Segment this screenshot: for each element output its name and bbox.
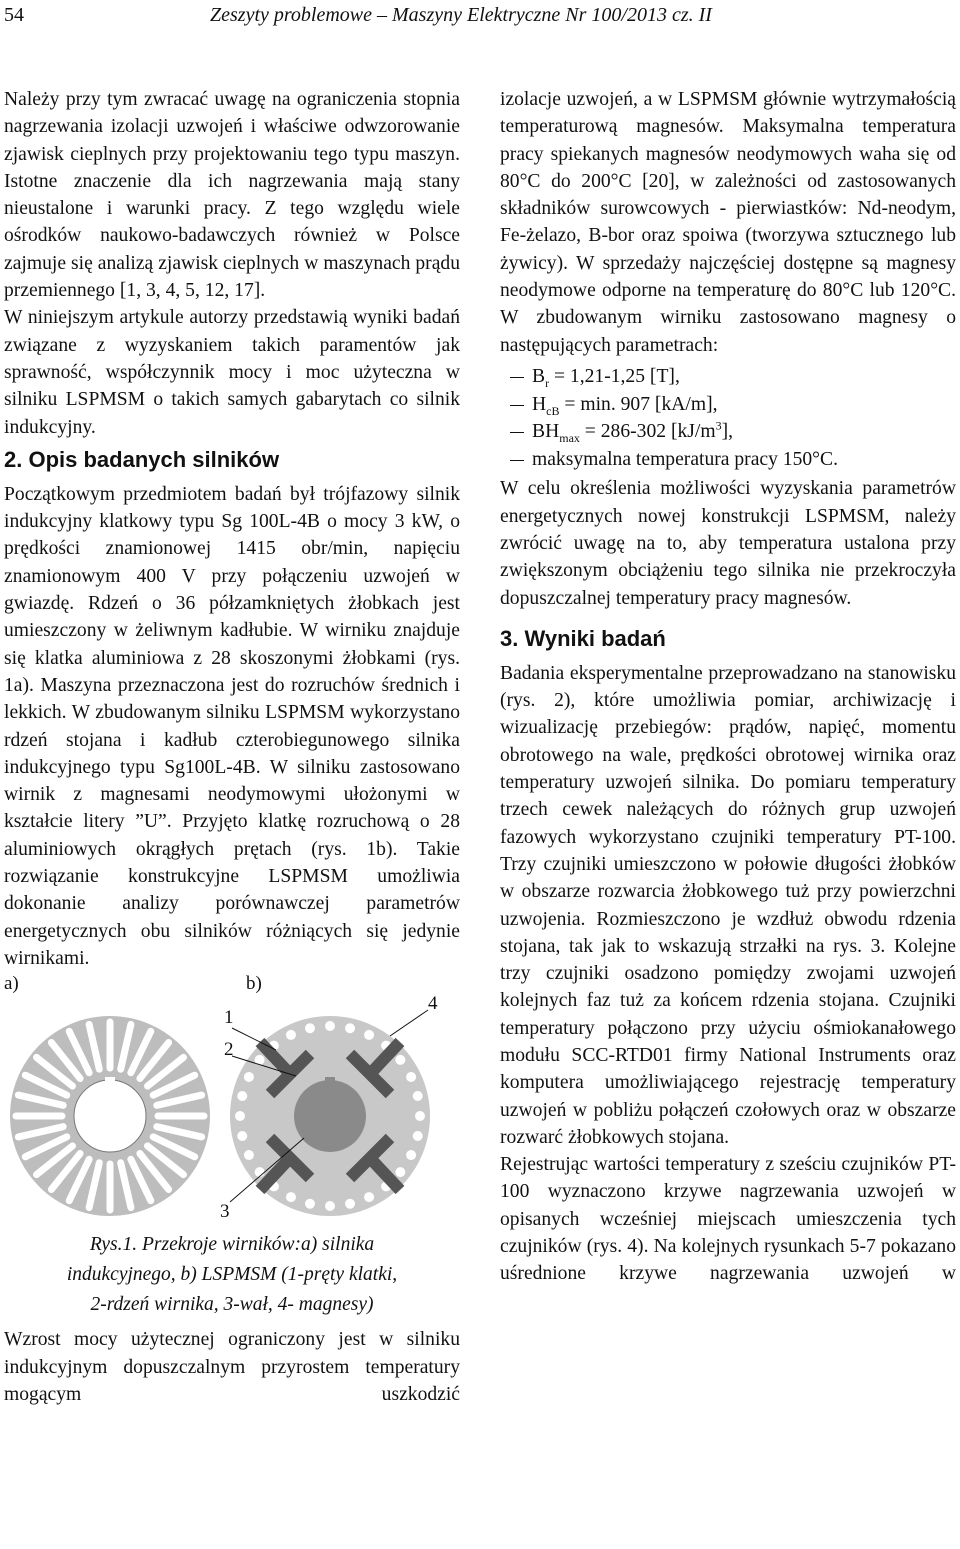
test-stand-paragraph: Badania eksperymentalne przeprowadzano na stanowisku (rys. 2), które umożliwia pomiar, archiwizację i wizualizację przebiegów: prądów, napięć, momentu obrotowego na wale, prędkości obrotowej wirnika oraz temperatury uzwojeń silnika. Do pomiaru temperatury trzech cewek należących do różnych grup uzwojeń fazowych wykorzystano czujniki temperatury PT-100. Trzy czujniki umieszczono w połowie długości żłobków w obszarze rozwarcia żłobkowego tuż przy powierzchni uzwojenia. Rozmieszczono je wzdłuż obwodu rdzenia stojana, tak jak to wskazują strzałki na rys. 3. Kolejne trzy czujniki osadzono pomiędzy zwojami uzwojeń kolejnych faz tuż za końcem rdzenia stojana. Czujniki temperatury połączono przy użyciu ośmiokanałowego modułu SCC-RTD01 firmy National Instruments oraz komputera umożliwiającego rejestrację temperatury uzwojeń w pobliżu połączeń czołowych oraz w obszarze rozwarć żłobkowych stojana. [500, 662, 956, 1148]
cage-bar [413, 1131, 423, 1141]
param-max-temp: maksymalna temperatura pracy 150°C. [506, 446, 956, 474]
cage-bar [415, 1111, 425, 1121]
figure-label-b: b) [246, 973, 262, 995]
cage-bar [237, 1091, 247, 1101]
figure-label-a: a) [4, 973, 19, 995]
cage-bar [305, 1023, 315, 1033]
page-header [0, 0, 960, 30]
cage-bar [413, 1091, 423, 1101]
aim-paragraph: W niniejszym artykule autorzy przedstawią wyniki badań związane z wyzyskaniem takich paramentów jak sprawność, współczynnik mocy i moc użyteczna w silniku LSPMSM o takich samych gabarytach co silnik indukcyjny. [4, 307, 460, 438]
induction-rotor-a [10, 1016, 210, 1216]
left-column [4, 86, 460, 1408]
rotor-b-keyway [325, 1077, 335, 1085]
motors-description-paragraph: Początkowym przedmiotem badań był trójfazowy silnik indukcyjny klatkowy typu Sg 100L-4B o mocy 3 kW, o prędkości znamionowej 1415 obr/min, napięciu znamionowym 400 V przy połączeniu uzwojeń w gwiazdę. Rdzeń o 36 półzamkniętych żłobkach jest umieszczony w żeliwnym kadłubie. W wirniku znajduje się klatka aluminiowa z 28 skoszonymi żłobkami (rys. 1a). Maszyna przeznaczona jest do rozruchów średnich i lekkich. W zbudowanym silniku LSPMSM wykorzystano rdzeń stojana i kadłub czterobiegunowego silnika indukcyjnego typu Sg100L-4B. W silniku zastosowano wirnik z magnesami neodymowymi ułożonymi w kształcie litery ”U”. Przyjęto klatkę rozruchową o 28 aluminiowych okrągłych prętach (rys. 1b). Takie rozwiązanie konstrukcyjne LSPMSM umożliwia dokonanie analizy porównawczej parametrów energetycznych obu silników różniących się jedynie wirnikami. [4, 483, 460, 969]
cage-bar [395, 1167, 405, 1177]
page-number: 54 [4, 4, 24, 26]
section-heading-2: 2. Opis badanych silników [4, 446, 280, 472]
cage-bar [286, 1030, 296, 1040]
cage-bar [244, 1150, 254, 1160]
cage-bar [235, 1111, 245, 1121]
cage-bar [345, 1199, 355, 1209]
cage-bar [305, 1199, 315, 1209]
rotor-a-shaft [74, 1080, 146, 1152]
label-cage-bars: 1 [224, 1007, 234, 1029]
intro-paragraph: Należy przy tym zwracać uwagę na ograniczenia stopnia nagrzewania izolacji uzwojeń i właściwe odwzorowanie zjawisk cieplnych przy projektowaniu tego typu maszyn. Istotne znaczenie dla ich nagrzewania mają stany nieustalone i warunki pracy. Z tego względu wiele ośrodków naukowo-badawczych również w Polsce zajmuje się analizą zjawisk cieplnych w maszynach prądu przemiennego [1, 3, 4, 5, 12, 17]. [4, 89, 460, 302]
cage-bar [364, 1192, 374, 1202]
cage-bar [255, 1167, 265, 1177]
journal-title: Zeszyty problemowe – Maszyny Elektryczne Nr 100/2013 cz. II [210, 4, 712, 26]
label-rotor-core: 2 [224, 1039, 234, 1061]
figure-caption: Rys.1. Przekroje wirników:a) silnika indukcyjnego, b) LSPMSM (1-pręty klatki, 2-rdzeń wirnika, 3-wał, 4- magnesy) [66, 1234, 398, 1316]
param-bhmax: $BH_{max} = 286-302$ $[kJ/m^3]$, [506, 418, 956, 446]
heating-curves-paragraph: Rejestrując wartości temperatury z sześciu czujników PT-100 wyznaczono krzywe nagrzewania uzwojeń w opisanych wcześniej miejscach umieszczenia tych czujników (rys. 4). Na kolejnych rysunkach 5-7 pokazano uśrednione krzywe nagrzewania uzwojeń w [500, 1154, 956, 1285]
magnets-paragraph: izolacje uzwojeń, a w LSPMSM głównie wytrzymałością temperaturową magnesów. Maksymalna temperatura pracy spiekanych magnesów neodymowych waha się od 80°C do 200°C [20], w zależności od zastosowanych składników surowcowych - pierwiastków: Nd-neodym, Fe-żelazo, B-bor oraz spoiwa (tworzywa sztucznego lub żywicy). W sprzedaży najczęściej dostępne są magnesy neodymowe odporne na temperaturę do 80°C lub 120°C. W zbudowanym wirniku zastosowano magnesy o następujących parametrach: [500, 89, 956, 356]
cage-bar [237, 1131, 247, 1141]
cage-bar [244, 1072, 254, 1082]
cage-bar [286, 1192, 296, 1202]
section-heading-3: 3. Wyniki badań [500, 625, 666, 651]
rotor-a-keyway [105, 1077, 115, 1085]
power-limit-paragraph: Wzrost mocy użytecznej ograniczony jest w silniku indukcyjnym dopuszczalnym przyrostem temperatury mogącym uszkodzić [4, 1329, 460, 1405]
cage-bar [325, 1021, 335, 1031]
param-hcb: $H_{cB} = \min$. 907 [kA/m], [506, 391, 956, 419]
right-column [500, 86, 956, 1288]
cage-bar [406, 1072, 416, 1082]
magnet-parameters-list [500, 363, 956, 473]
figure-rotor-cross-sections [4, 973, 460, 1224]
cage-bar [395, 1055, 405, 1065]
label-magnets: 4 [428, 993, 438, 1015]
cage-bar [325, 1201, 335, 1211]
label-shaft: 3 [220, 1201, 230, 1223]
cage-bar [364, 1030, 374, 1040]
goal-paragraph: W celu określenia możliwości wyzyskania parametrów energetycznych nowej konstrukcji LSPMSM, należy zwrócić uwagę na to, aby temperatura ustalona przy zwiększonym obciążeniu tego silnika nie przekroczyła dopuszczalnej temperatury pracy magnesów. [500, 478, 956, 609]
cage-bar [406, 1150, 416, 1160]
cage-bar [345, 1023, 355, 1033]
param-br: $B_r = 1,21-1,25$ [T], [506, 363, 956, 391]
lspmsm-rotor-b [230, 1010, 430, 1216]
rotor-b-shaft [294, 1080, 366, 1152]
